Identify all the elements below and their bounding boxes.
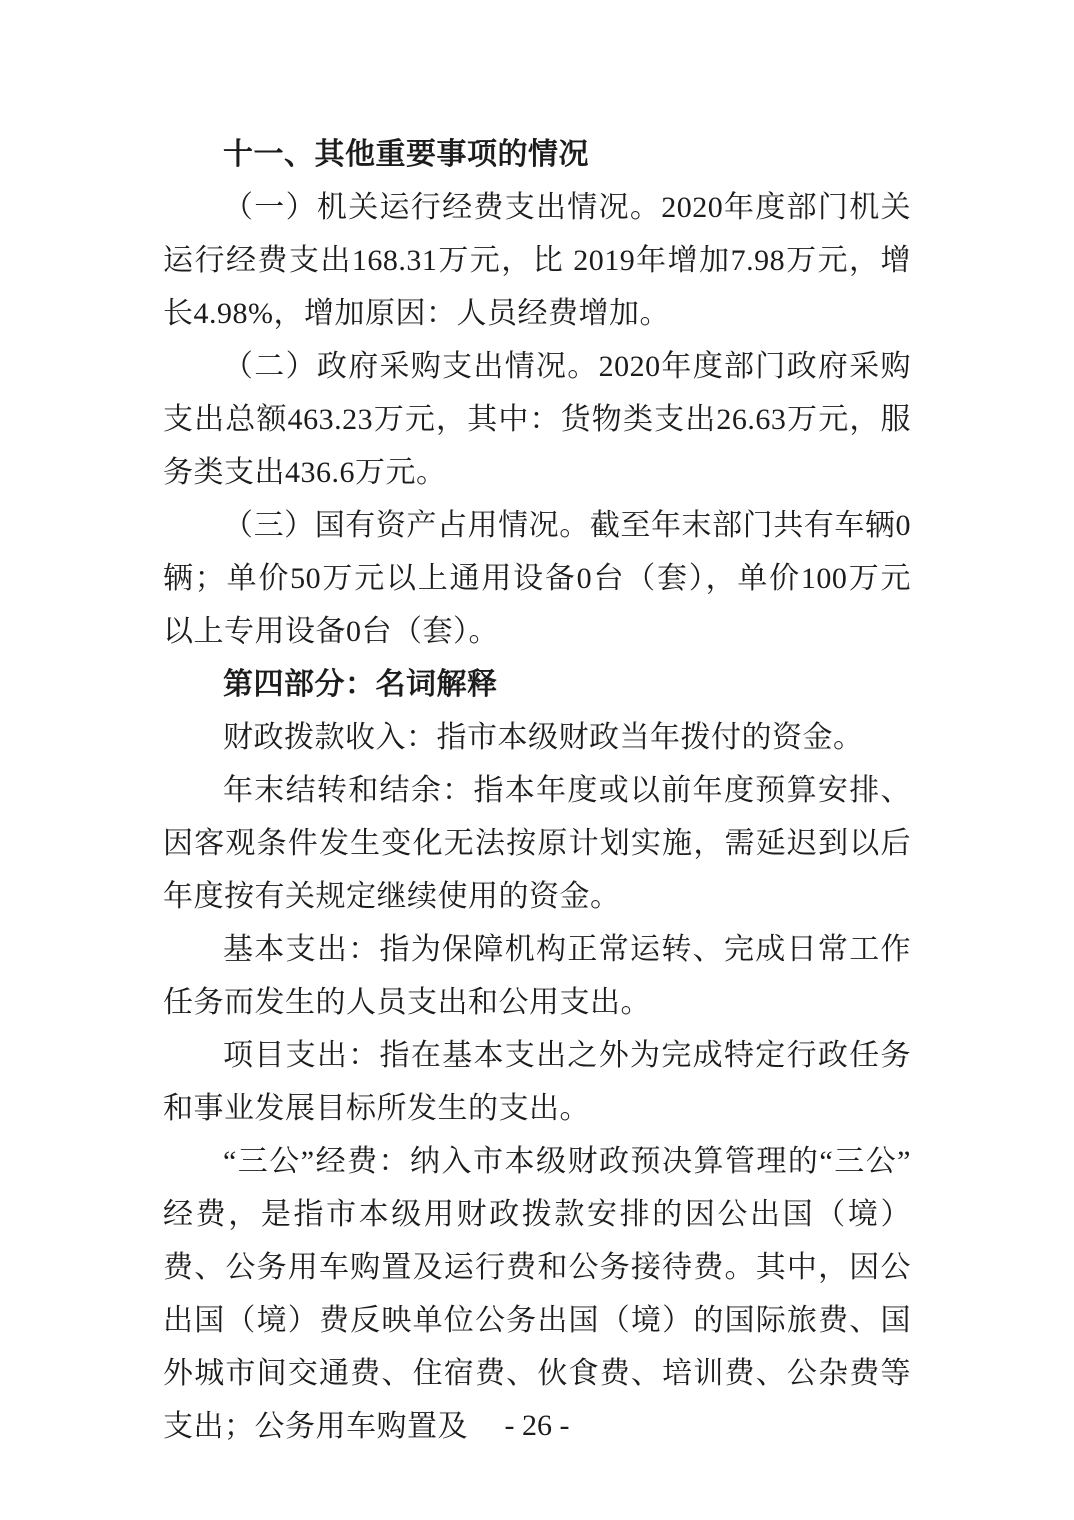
body-paragraph: 财政拨款收入：指市本级财政当年拨付的资金。 <box>223 721 864 754</box>
body-paragraph: “三公”经费：纳入市本级财政预决算管理的“三公”经费，是指市本级用财政拨款安排的因公出国（境）费、公务用车购置及运行费和公务接待费。其中，因公出国（境）费反映单位公务出国（境）的国际旅费、国外城市间交通费、住宿费、伙食费、培训费、公杂费等支出；公务用车购置及 <box>163 1145 911 1443</box>
section-heading: 十一、其他重要事项的情况 <box>223 138 589 171</box>
body-paragraph: （三）国有资产占用情况。截至年末部门共有车辆0辆；单价50万元以上通用设备0台（套），单价100万元以上专用设备0台（套）。 <box>163 509 911 648</box>
body-paragraph: 年末结转和结余：指本年度或以前年度预算安排、因客观条件发生变化无法按原计划实施，需延迟到以后年度按有关规定继续使用的资金。 <box>163 774 911 913</box>
document-body <box>163 128 911 1453</box>
body-paragraph: （一）机关运行经费支出情况。2020年度部门机关运行经费支出168.31万元，比 2019年增加7.98万元，增长4.98%，增加原因：人员经费增加。 <box>163 191 911 330</box>
body-paragraph: 基本支出：指为保障机构正常运转、完成日常工作任务而发生的人员支出和公用支出。 <box>163 933 911 1019</box>
body-paragraph: 项目支出：指在基本支出之外为完成特定行政任务和事业发展目标所发生的支出。 <box>163 1039 911 1125</box>
body-paragraph: （二）政府采购支出情况。2020年度部门政府采购支出总额463.23万元，其中：货物类支出26.63万元，服务类支出436.6万元。 <box>163 350 911 489</box>
section-heading: 第四部分：名词解释 <box>223 668 498 701</box>
page-number: - 26 - <box>504 1409 570 1442</box>
